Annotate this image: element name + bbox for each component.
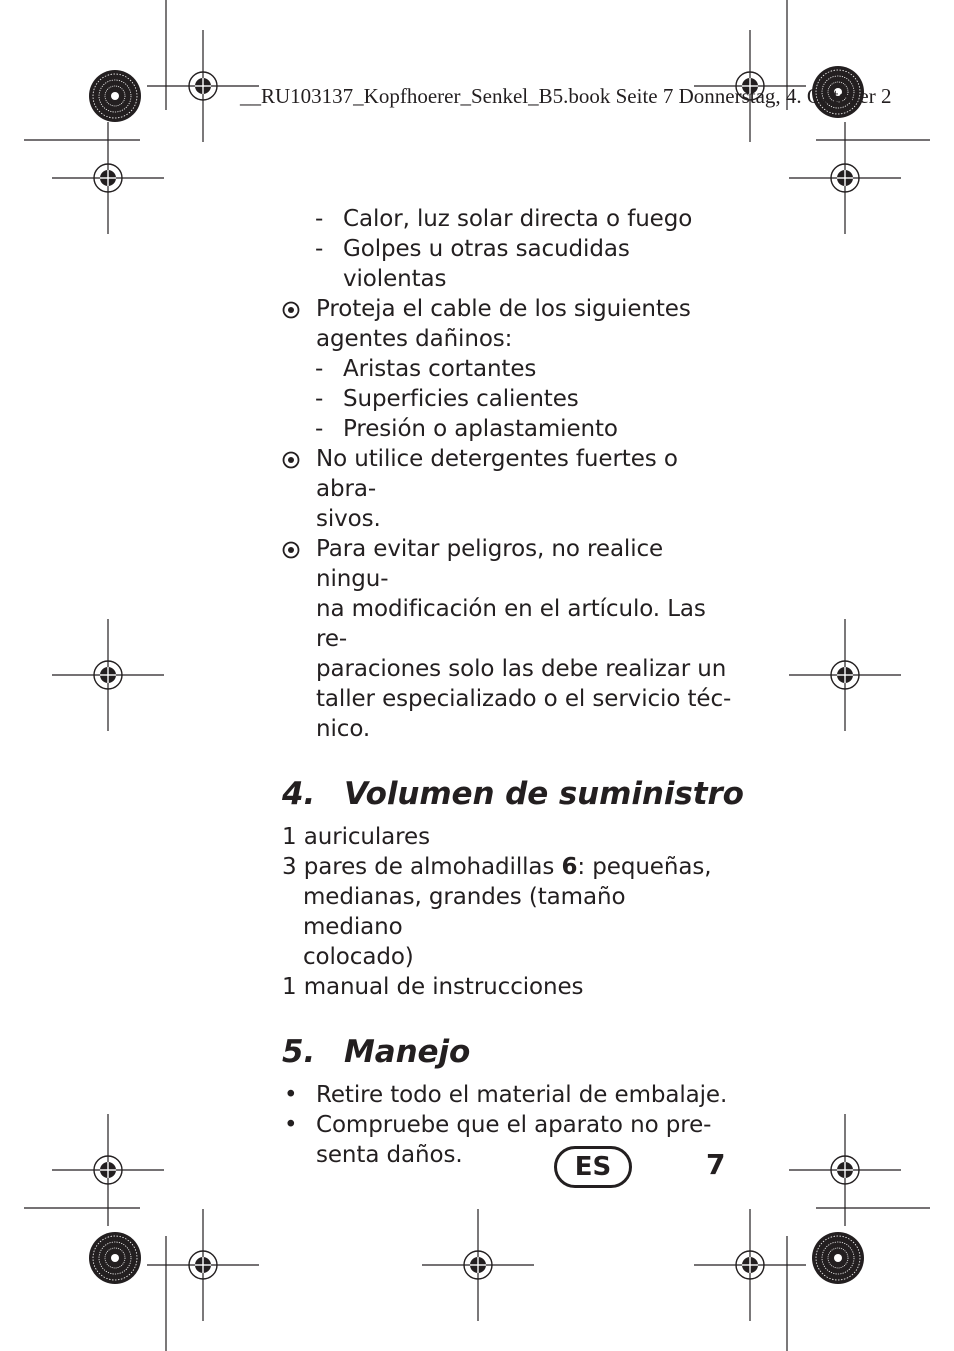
list-item-text: Superficies calientes	[343, 386, 579, 412]
list-item	[282, 414, 732, 444]
crosshair-icon	[147, 1209, 259, 1321]
note-line: sivos.	[316, 506, 381, 532]
crosshair-icon	[52, 122, 164, 234]
section-heading-4	[282, 774, 744, 814]
star-target-icon	[812, 1232, 864, 1284]
note-line: paraciones solo las debe realizar un	[316, 656, 727, 682]
circle-dot-icon	[282, 301, 300, 319]
list-item	[282, 1110, 732, 1170]
section-title: Volumen de suministro	[344, 776, 744, 812]
list-item: 1 auriculares	[282, 824, 430, 850]
language-badge: ES	[554, 1146, 632, 1188]
crosshair-icon	[52, 1114, 164, 1226]
star-target-icon	[89, 70, 141, 122]
note-line: Para evitar peligros, no realice ningu-	[316, 536, 664, 592]
note-line: agentes dañinos:	[316, 326, 513, 352]
list-item-text: : pequeñas,	[577, 854, 712, 880]
crosshair-icon	[789, 122, 901, 234]
page-number: 7	[706, 1148, 726, 1181]
bullet-marker: •	[284, 1112, 298, 1138]
list-item-text: medianas, grandes (tamaño mediano	[303, 884, 626, 940]
crosshair-icon	[789, 1114, 901, 1226]
safety-note-cable	[282, 294, 732, 354]
list-item: 1 manual de instrucciones	[282, 974, 584, 1000]
list-item	[282, 354, 732, 384]
dash-marker: -	[315, 236, 324, 262]
circle-dot-icon	[282, 541, 300, 559]
section-number: 4.	[282, 776, 316, 812]
print-slug: __RU103137_Kopfhoerer_Senkel_B5.book Seite 7 Donnerstag, 4. Oktober 2	[240, 84, 892, 108]
crosshair-icon	[789, 619, 901, 731]
list-item	[282, 204, 732, 234]
star-target-icon	[89, 1232, 141, 1284]
list-item	[282, 1080, 732, 1110]
crosshair-icon	[422, 1209, 534, 1321]
note-line: No utilice detergentes fuertes o abra-	[316, 446, 678, 502]
note-line: na modificación en el artículo. Las re-	[316, 596, 706, 652]
page-content	[282, 204, 744, 1170]
part-reference: 6	[561, 854, 578, 880]
circle-dot-icon	[282, 451, 300, 469]
list-item-text: Calor, luz solar directa o fuego	[343, 206, 693, 232]
crosshair-icon	[52, 619, 164, 731]
list-item	[282, 852, 732, 972]
bullet-marker: •	[284, 1082, 298, 1108]
list-item-text: Compruebe que el aparato no pre-	[316, 1112, 712, 1138]
safety-note-modification	[282, 534, 732, 744]
list-item-text: Retire todo el material de embalaje.	[316, 1082, 728, 1108]
list-item-text: 3 pares de almohadillas	[282, 854, 562, 880]
list-item-text: senta daños.	[316, 1142, 463, 1168]
safety-note-detergent	[282, 444, 732, 534]
list-item-text: Aristas cortantes	[343, 356, 537, 382]
list-item	[282, 234, 732, 294]
note-line: Proteja el cable de los siguientes	[316, 296, 691, 322]
section-heading-5	[282, 1032, 732, 1072]
dash-marker: -	[315, 386, 324, 412]
note-line: nico.	[316, 716, 371, 742]
dash-marker: -	[315, 416, 324, 442]
dash-marker: -	[315, 356, 324, 382]
section-number: 5.	[282, 1034, 316, 1070]
list-item-text: Presión o aplastamiento	[343, 416, 618, 442]
crosshair-icon	[694, 1209, 806, 1321]
note-line: taller especializado o el servicio téc-	[316, 686, 732, 712]
list-item-text: Golpes u otras sacudidas violentas	[343, 236, 630, 292]
list-item	[282, 384, 732, 414]
section-title: Manejo	[344, 1034, 471, 1070]
list-item-text: colocado)	[303, 944, 414, 970]
dash-marker: -	[315, 206, 324, 232]
